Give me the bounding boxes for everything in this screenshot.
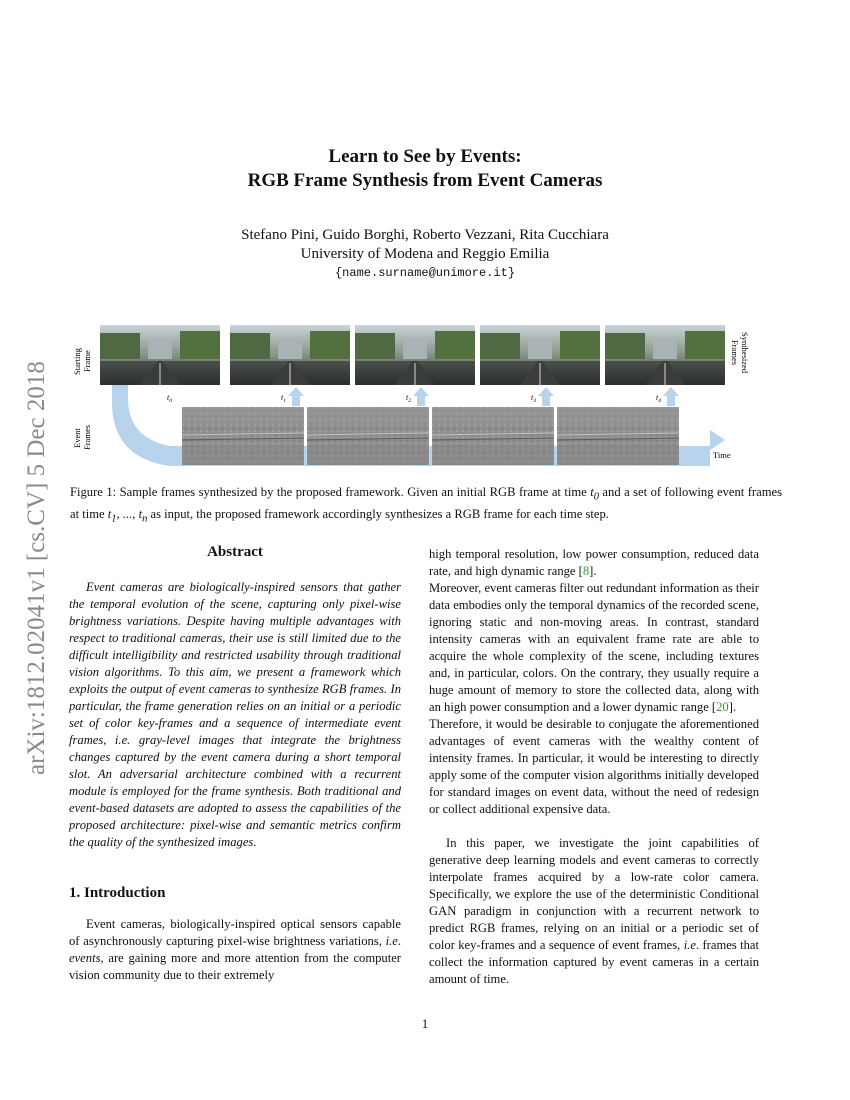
- event-frame-2: [307, 407, 429, 465]
- time-tick-t3: $t_3$: [531, 393, 536, 404]
- caption-series: $t_1$, ..., $t_n$: [107, 506, 148, 525]
- event-frame-4: [557, 407, 679, 465]
- right-paragraph-3: Therefore, it would be desirable to conjugate the aforementioned advantages of event cameras with the wealthy content of intensity frames. In particular, it would be interesting to directly apply some of the computer vision algorithms initially developed for standard images on event data, without the need of redesign or collect additional expensive data.: [429, 717, 759, 816]
- abstract-text: Event cameras are biologically-inspired sensors that gather the temporal evolution of the scene, capturing only pixel-wise brightness variations. Despite having multiple advantages with respect to traditional cameras, their use is still limited due to the difficult intelligibility and restricted usability through traditional vision algorithms. To this aim, we present a framework which exploits the output of event cameras to synthesize RGB frames. In particular, the frame generation relies on an initial or a periodic set of color key-frames and a sequence of intermediate event frames, i.e. gray-level images that integrate the brightness changes captured by the event camera during a short temporal slot. An adversarial architecture combined with a recurrent module is employed for the frame synthesis. Both traditional and event-based datasets are adopted to assess the capabilities of the proposed architecture: pixel-wise and semantic metrics confirm the quality of the synthesized images.: [69, 580, 401, 849]
- up-arrow-icon-1: [288, 387, 304, 406]
- event-frame-1: [182, 407, 304, 465]
- up-arrow-icon-2: [413, 387, 429, 406]
- up-arrows: [288, 387, 679, 406]
- time-label: Time: [713, 450, 731, 460]
- abstract-heading: Abstract: [207, 544, 263, 560]
- synthesized-frame-2: [355, 325, 475, 385]
- figure-caption: [70, 484, 782, 527]
- arxiv-id: arXiv:1812.02041v1 [cs.CV] 5 Dec 2018: [23, 361, 50, 775]
- figure-1: [70, 318, 780, 468]
- right-paragraph-1: high temporal resolution, low power consumption, reduced data rate, and high dynamic range [8].: [429, 547, 759, 578]
- label-synthesized-frames-line1: Synthesized: [740, 332, 750, 374]
- time-tick-t1: $t_1$: [281, 393, 286, 404]
- paper-title: [0, 145, 850, 193]
- label-starting-frame-line2: Frame: [82, 350, 92, 372]
- time-tick-t4: $t_4$: [656, 393, 661, 404]
- right-paragraph-4: In this paper, we investigate the joint capabilities of generative deep learning models and event cameras to correctly interpolate frames acquired by a low-rate color camera. Specifically, we explore the use of the deterministic Conditional GAN paradigm in conjunction with a recurrent network to predict RGB frames, relying on an initial or a periodic set of color key-frames and a sequence of event frames, i.e. frames that collect the information captured by event cameras in a certain amount of time.: [429, 836, 759, 986]
- right-paragraph-2: Moreover, event cameras filter out redundant information as their data embodies only the temporal dynamics of the recorded scene, ignoring static and non-moving areas. In contrast, standard intensity cameras with an equivalent frame rate are able to acquire the whole complexity of the scene, including textures and, in particular, colors. On the contrary, they usually require a huge amount of memory to store the collected data, along with an high power consumption and a lower dynamic range [20].: [429, 581, 759, 714]
- label-starting-frame: [72, 347, 92, 375]
- label-synthesized-frames: [730, 332, 750, 374]
- email: {name.surname@unimore.it}: [334, 266, 516, 280]
- authors: Stefano Pini, Guido Borghi, Roberto Vezzani, Rita Cucchiara: [241, 227, 609, 243]
- affiliation: University of Modena and Reggio Emilia: [300, 246, 550, 262]
- up-arrow-icon-4: [663, 387, 679, 406]
- time-tick-t2: $t_2$: [406, 393, 411, 404]
- up-arrow-icon-3: [538, 387, 554, 406]
- title-line-2: RGB Frame Synthesis from Event Cameras: [247, 170, 603, 191]
- synthesized-frame-1: [230, 325, 350, 385]
- event-frame-3: [432, 407, 554, 465]
- synthesized-frame-4: [605, 325, 725, 385]
- label-starting-frame-line1: Starting: [72, 348, 82, 375]
- label-event-frames: [72, 425, 92, 450]
- caption-part-b: and a set of following event frames at time: [70, 485, 782, 521]
- synthesized-frame-3: [480, 325, 600, 385]
- intro-paragraph-1: Event cameras, biologically-inspired optical sensors capable of asynchronously capturing pixel-wise brightness variations, i.e. events, are gaining more and more attention from the computer vision community due to their extremely: [69, 917, 401, 982]
- caption-part-a: Figure 1: Sample frames synthesized by the proposed framework. Given an initial RGB frame at time: [70, 485, 591, 499]
- label-event-frames-line1: Event: [72, 428, 82, 448]
- arxiv-stamp: [14, 300, 54, 780]
- time-tick-t0: $t_0$: [167, 393, 172, 404]
- intro-heading: 1. Introduction: [69, 885, 166, 901]
- caption-t0: $t_0$: [590, 485, 599, 503]
- caption-part-c: as input, the proposed framework accordingly synthesizes a RGB frame for each time step.: [147, 506, 609, 521]
- author-block: [0, 226, 850, 264]
- page-number: 1: [421, 1016, 429, 1031]
- title-line-1: Learn to See by Events:: [328, 146, 522, 167]
- citation-20[interactable]: 20: [716, 700, 729, 714]
- right-column: [429, 546, 759, 988]
- label-synthesized-frames-line2: Frames: [730, 340, 740, 366]
- starting-frame: [100, 325, 220, 385]
- citation-8[interactable]: 8: [582, 564, 590, 578]
- label-event-frames-line2: Frames: [82, 424, 92, 450]
- left-column: [69, 544, 401, 984]
